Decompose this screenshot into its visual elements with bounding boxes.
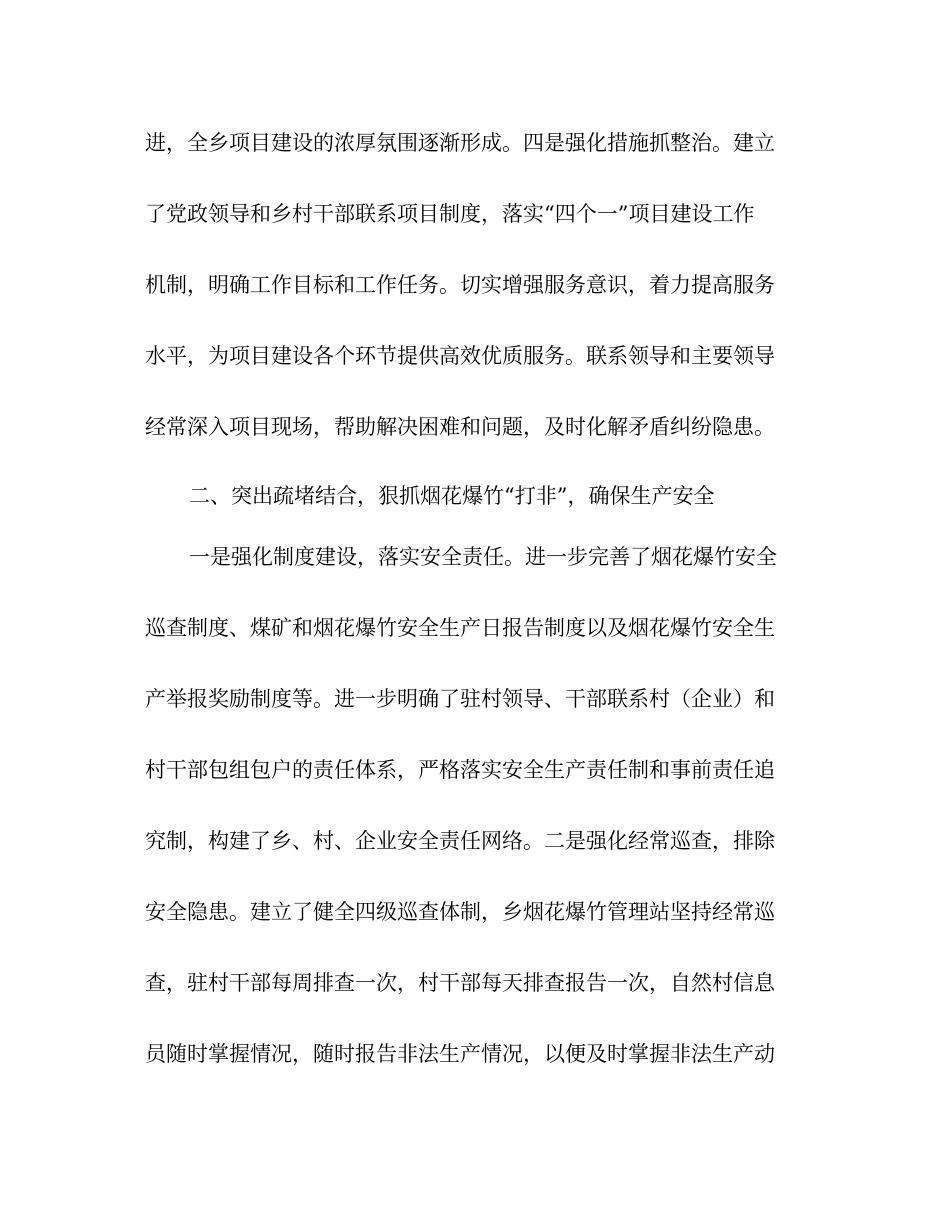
text-line: 员随时掌握情况，随时报告非法生产情况，以便及时掌握非法生产动 [145, 1042, 775, 1066]
text-line: 进，全乡项目建设的浓厚氛围逐渐形成。四是强化措施抓整治。建立 [145, 131, 775, 155]
text-line: 了党政领导和乡村干部联系项目制度，落实“四个一”项目建设工作 [145, 202, 755, 226]
text-line: 巡查制度、煤矿和烟花爆竹安全生产日报告制度以及烟花爆竹安全生 [145, 616, 775, 640]
section-heading: 二、突出疏堵结合，狠抓烟花爆竹“打非”，确保生产安全 [189, 484, 715, 508]
text-line: 产举报奖励制度等。进一步明确了驻村领导、干部联系村（企业）和 [145, 687, 775, 711]
text-line: 查，驻村干部每周排查一次，村干部每天排查报告一次，自然村信息 [145, 971, 775, 995]
text-line: 水平，为项目建设各个环节提供高效优质服务。联系领导和主要领导 [145, 344, 775, 368]
text-line: 机制，明确工作目标和工作任务。切实增强服务意识，着力提高服务 [145, 273, 775, 297]
text-line: 经常深入项目现场，帮助解决困难和问题，及时化解矛盾纠纷隐患。 [145, 415, 775, 439]
text-line: 一是强化制度建设，落实安全责任。进一步完善了烟花爆竹安全 [189, 545, 777, 569]
text-line: 究制，构建了乡、村、企业安全责任网络。二是强化经常巡查，排除 [145, 829, 775, 853]
text-line: 安全隐患。建立了健全四级巡查体制，乡烟花爆竹管理站坚持经常巡 [145, 900, 775, 924]
text-line: 村干部包组包户的责任体系，严格落实安全生产责任制和事前责任追 [145, 758, 775, 782]
